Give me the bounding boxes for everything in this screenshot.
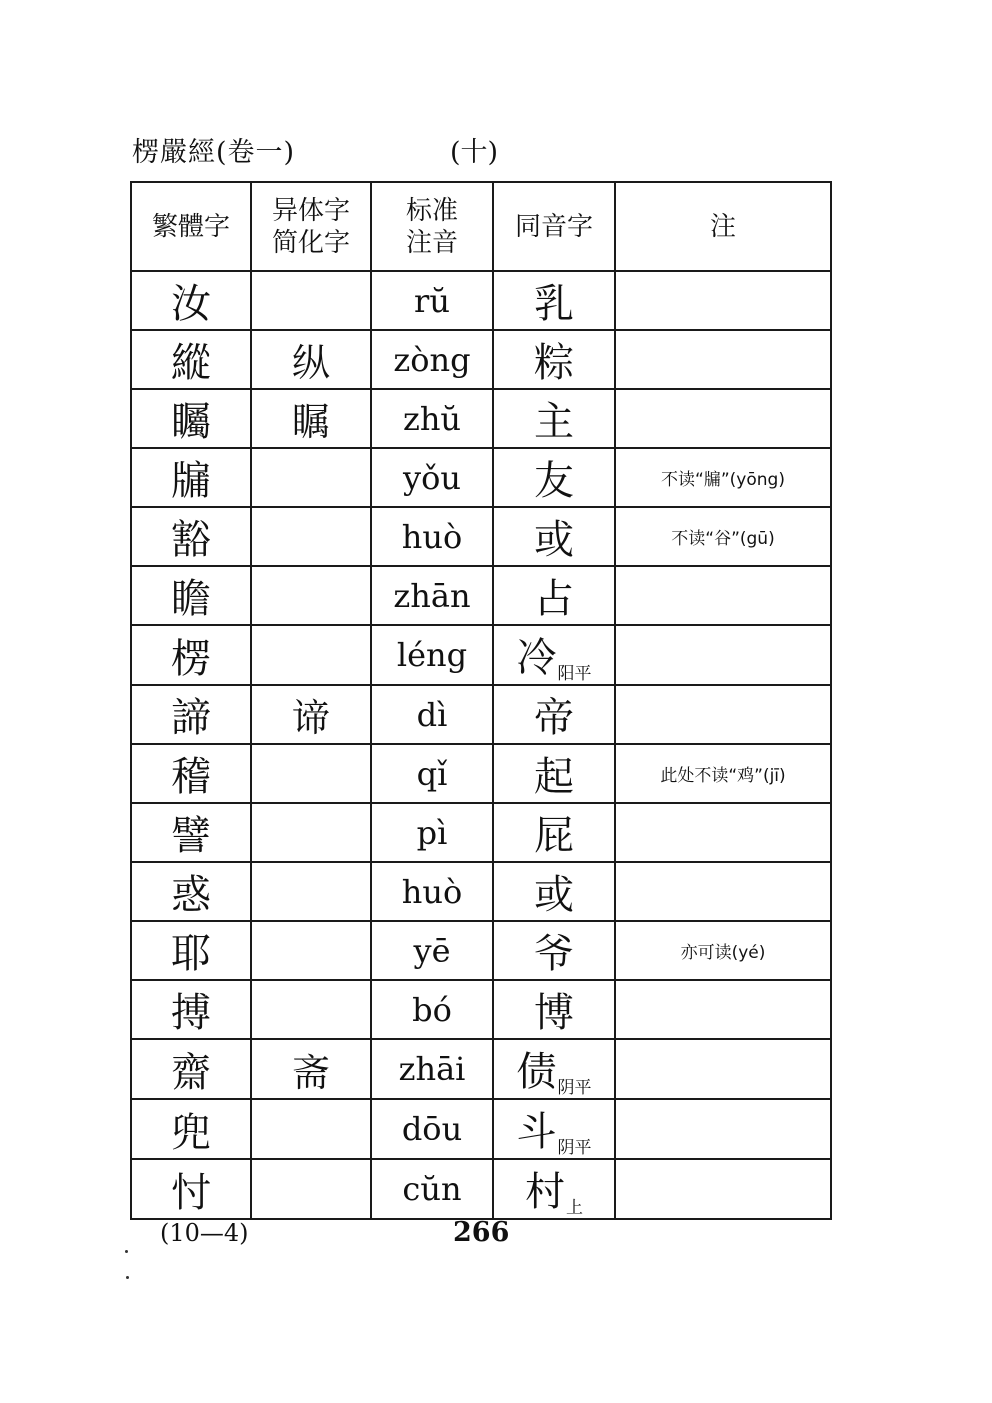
table-row bbox=[131, 566, 831, 625]
homophone-char: 帝 bbox=[534, 695, 574, 741]
homophone-cell bbox=[493, 744, 615, 803]
variant-char-cell: 纵 bbox=[251, 330, 371, 389]
table-row bbox=[131, 271, 831, 330]
traditional-char-cell: 矚 bbox=[131, 389, 251, 448]
homophone-char: 屁 bbox=[534, 813, 574, 859]
variant-char-cell bbox=[251, 921, 371, 980]
homophone-cell bbox=[493, 389, 615, 448]
note-cell: 不读“牖”(yōng) bbox=[615, 448, 831, 507]
variant-char-cell bbox=[251, 803, 371, 862]
traditional-char-cell: 惑 bbox=[131, 862, 251, 921]
table-row bbox=[131, 803, 831, 862]
variant-char-cell bbox=[251, 1159, 371, 1219]
table-header-row bbox=[131, 182, 831, 271]
traditional-char-cell: 稽 bbox=[131, 744, 251, 803]
variant-char-cell bbox=[251, 271, 371, 330]
note-cell bbox=[615, 862, 831, 921]
note-cell bbox=[615, 803, 831, 862]
pinyin-cell: yē bbox=[371, 921, 493, 980]
note-cell: 亦可读(yé) bbox=[615, 921, 831, 980]
pinyin-cell: bó bbox=[371, 980, 493, 1039]
note-cell bbox=[615, 566, 831, 625]
traditional-char-cell: 兜 bbox=[131, 1099, 251, 1159]
table-row bbox=[131, 625, 831, 685]
tone-label: 上 bbox=[566, 1198, 583, 1218]
table-row bbox=[131, 448, 831, 507]
glossary-table bbox=[130, 181, 832, 1220]
homophone-cell bbox=[493, 685, 615, 744]
note-cell bbox=[615, 1159, 831, 1219]
homophone-cell bbox=[493, 330, 615, 389]
homophone-cell bbox=[493, 566, 615, 625]
traditional-char-cell: 牖 bbox=[131, 448, 251, 507]
homophone-cell bbox=[493, 803, 615, 862]
traditional-char-cell: 齋 bbox=[131, 1039, 251, 1099]
table-row bbox=[131, 1159, 831, 1219]
homophone-char: 友 bbox=[534, 458, 574, 504]
homophone-char: 爷 bbox=[534, 931, 574, 977]
variant-char-cell: 斋 bbox=[251, 1039, 371, 1099]
variant-char-cell bbox=[251, 448, 371, 507]
traditional-char-cell: 譬 bbox=[131, 803, 251, 862]
table-row bbox=[131, 1099, 831, 1159]
scan-speck bbox=[125, 1250, 128, 1253]
pinyin-cell: zòng bbox=[371, 330, 493, 389]
table-row bbox=[131, 980, 831, 1039]
pinyin-cell: dì bbox=[371, 685, 493, 744]
homophone-cell bbox=[493, 625, 615, 685]
note-cell bbox=[615, 1099, 831, 1159]
pinyin-cell: léng bbox=[371, 625, 493, 685]
homophone-char: 或 bbox=[534, 517, 574, 563]
col-header-traditional: 繁體字 bbox=[131, 182, 251, 271]
pinyin-cell: zhŭ bbox=[371, 389, 493, 448]
pinyin-cell: pì bbox=[371, 803, 493, 862]
homophone-cell bbox=[493, 271, 615, 330]
traditional-char-cell: 耶 bbox=[131, 921, 251, 980]
table-row bbox=[131, 389, 831, 448]
traditional-char-cell: 汝 bbox=[131, 271, 251, 330]
variant-char-cell bbox=[251, 744, 371, 803]
homophone-char: 主 bbox=[534, 399, 574, 445]
pinyin-cell: dōu bbox=[371, 1099, 493, 1159]
table-row bbox=[131, 685, 831, 744]
table-row bbox=[131, 330, 831, 389]
col-header-variant: 异体字 简化字 bbox=[251, 182, 371, 271]
note-cell: 此处不读“鸡”(jī) bbox=[615, 744, 831, 803]
traditional-char-cell: 楞 bbox=[131, 625, 251, 685]
homophone-char: 斗 bbox=[516, 1109, 557, 1155]
col-header-pinyin: 标准 注音 bbox=[371, 182, 493, 271]
homophone-cell bbox=[493, 1039, 615, 1099]
variant-char-cell: 瞩 bbox=[251, 389, 371, 448]
homophone-char: 或 bbox=[534, 872, 574, 918]
variant-char-cell bbox=[251, 625, 371, 685]
section-number: (十) bbox=[450, 137, 499, 168]
homophone-char: 债 bbox=[516, 1049, 557, 1095]
table-row bbox=[131, 921, 831, 980]
pinyin-cell: rŭ bbox=[371, 271, 493, 330]
pinyin-cell: cŭn bbox=[371, 1159, 493, 1219]
homophone-char: 冷 bbox=[516, 635, 557, 681]
pinyin-cell: huò bbox=[371, 862, 493, 921]
tone-label: 阳平 bbox=[557, 664, 592, 684]
traditional-char-cell: 縱 bbox=[131, 330, 251, 389]
homophone-char: 粽 bbox=[534, 340, 574, 386]
pinyin-cell: yǒu bbox=[371, 448, 493, 507]
scan-speck bbox=[126, 1276, 129, 1279]
traditional-char-cell: 諦 bbox=[131, 685, 251, 744]
table-row bbox=[131, 744, 831, 803]
homophone-cell bbox=[493, 1159, 615, 1219]
note-cell bbox=[615, 625, 831, 685]
homophone-cell bbox=[493, 921, 615, 980]
note-cell bbox=[615, 980, 831, 1039]
homophone-cell bbox=[493, 862, 615, 921]
volume-label: (10—4) bbox=[160, 1219, 249, 1247]
col-header-homophone: 同音字 bbox=[493, 182, 615, 271]
homophone-char: 博 bbox=[534, 990, 574, 1036]
variant-char-cell: 谛 bbox=[251, 685, 371, 744]
homophone-char: 占 bbox=[534, 576, 574, 622]
variant-char-cell bbox=[251, 1099, 371, 1159]
note-cell bbox=[615, 330, 831, 389]
table-row bbox=[131, 1039, 831, 1099]
variant-char-cell bbox=[251, 507, 371, 566]
homophone-char: 乳 bbox=[534, 281, 574, 327]
homophone-char: 起 bbox=[534, 754, 574, 800]
table-row bbox=[131, 507, 831, 566]
variant-char-cell bbox=[251, 980, 371, 1039]
traditional-char-cell: 豁 bbox=[131, 507, 251, 566]
variant-char-cell bbox=[251, 566, 371, 625]
note-cell bbox=[615, 685, 831, 744]
page-number: 266 bbox=[453, 1217, 510, 1248]
pinyin-cell: zhāi bbox=[371, 1039, 493, 1099]
pinyin-cell: huò bbox=[371, 507, 493, 566]
homophone-cell bbox=[493, 980, 615, 1039]
traditional-char-cell: 瞻 bbox=[131, 566, 251, 625]
pinyin-cell: zhān bbox=[371, 566, 493, 625]
page-title: 楞嚴經(卷一) bbox=[132, 137, 296, 168]
col-header-note: 注 bbox=[615, 182, 831, 271]
variant-char-cell bbox=[251, 862, 371, 921]
note-cell: 不读“谷”(gū) bbox=[615, 507, 831, 566]
traditional-char-cell: 忖 bbox=[131, 1159, 251, 1219]
tone-label: 阴平 bbox=[557, 1078, 592, 1098]
tone-label: 阴平 bbox=[557, 1138, 592, 1158]
note-cell bbox=[615, 1039, 831, 1099]
note-cell bbox=[615, 389, 831, 448]
homophone-cell bbox=[493, 507, 615, 566]
homophone-cell bbox=[493, 1099, 615, 1159]
table-row bbox=[131, 862, 831, 921]
pinyin-cell: qǐ bbox=[371, 744, 493, 803]
homophone-cell bbox=[493, 448, 615, 507]
note-cell bbox=[615, 271, 831, 330]
traditional-char-cell: 搏 bbox=[131, 980, 251, 1039]
homophone-char: 村 bbox=[525, 1169, 565, 1215]
